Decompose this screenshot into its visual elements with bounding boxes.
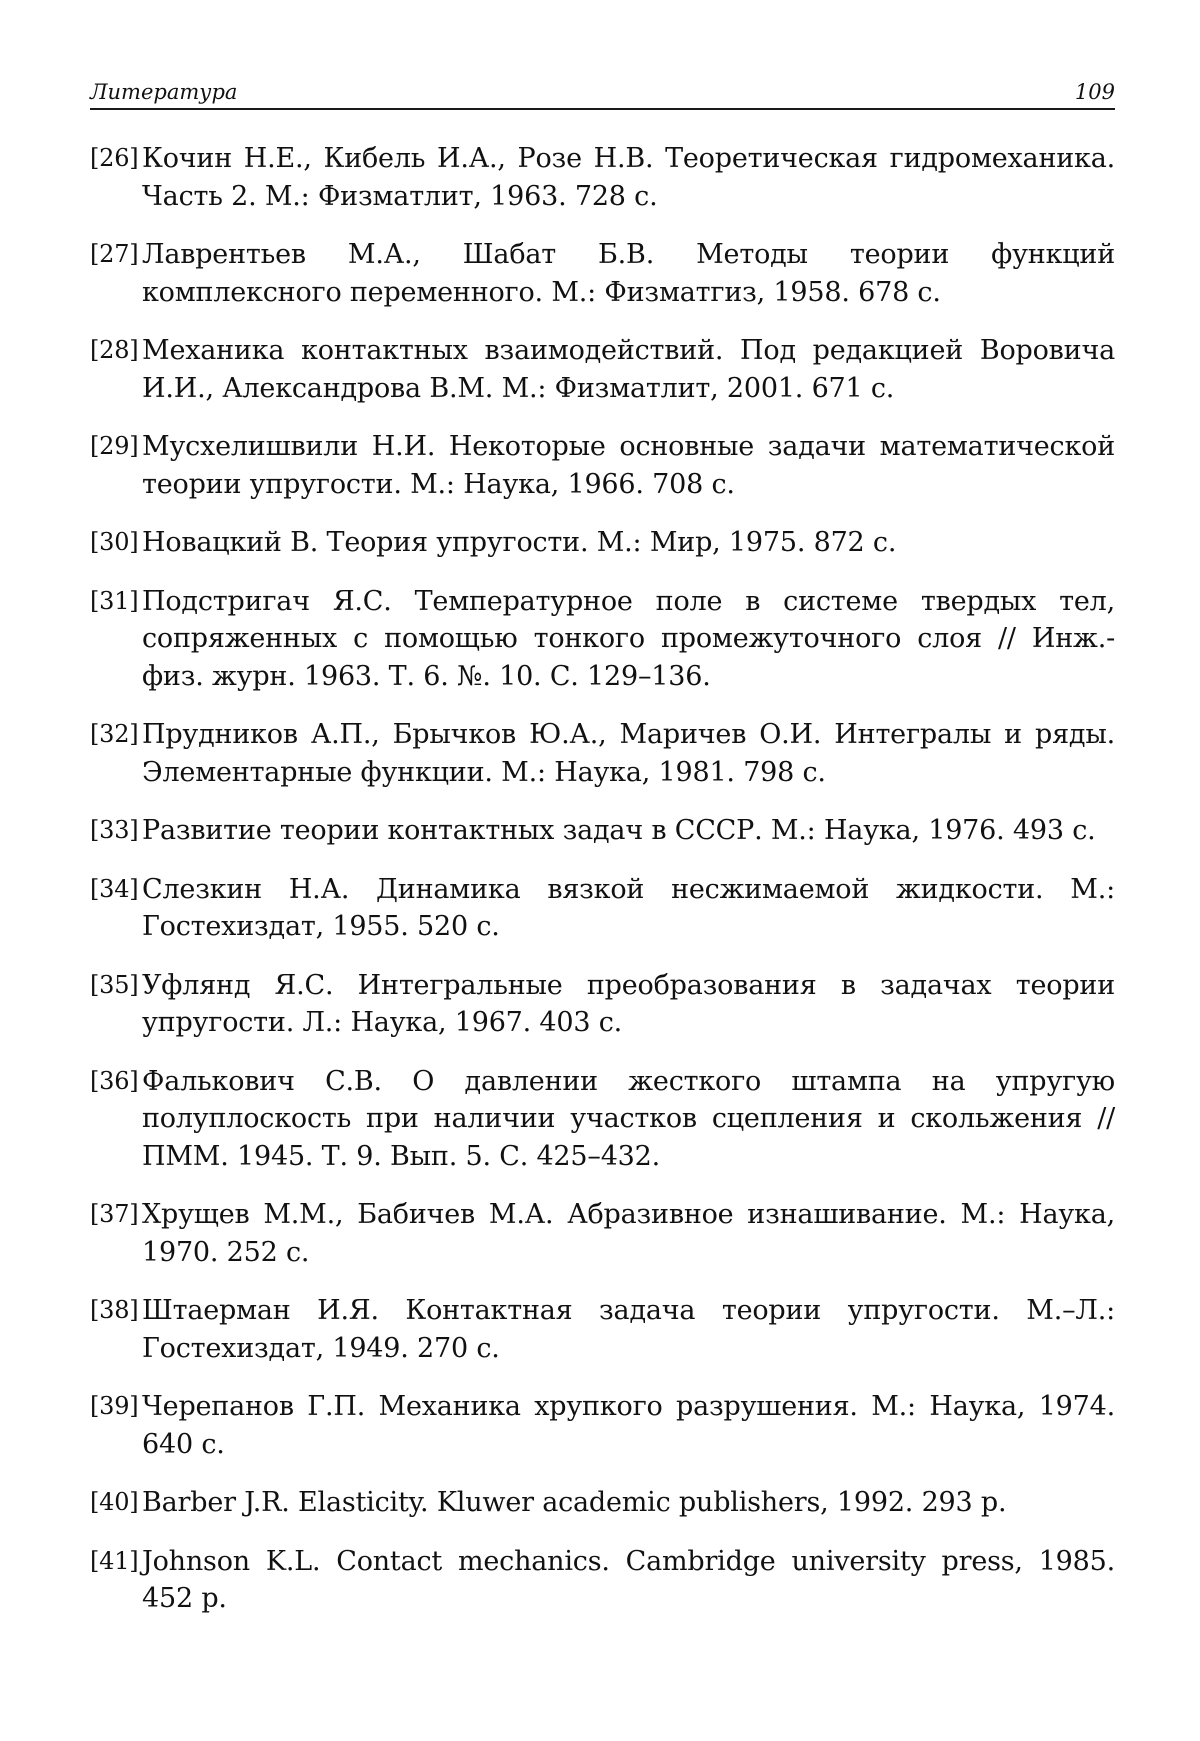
reference-number: [35] <box>90 970 139 999</box>
reference-number: [38] <box>90 1296 139 1324</box>
reference-item <box>90 871 1115 946</box>
reference-text: Johnson K.L. Contact mechanics. Cambridge university press, 1985. 452 p. <box>142 1545 1115 1614</box>
reference-number: [41] <box>90 1546 139 1575</box>
reference-item <box>90 1292 1115 1367</box>
reference-text: Механика контактных взаимодействий. Под редакцией Воровича И.И., Александрова В.М. М.: Физматлит, 2001. 671 с. <box>142 335 1115 404</box>
reference-item <box>90 236 1115 311</box>
reference-item <box>90 716 1115 791</box>
reference-item <box>90 332 1115 407</box>
reference-text: Хрущев М.М., Бабичев М.А. Абразивное изнашивание. М.: Наука, 1970. 252 с. <box>142 1199 1115 1268</box>
document-page <box>90 70 1115 1639</box>
reference-item <box>90 524 1115 562</box>
reference-text: Фалькович С.В. О давлении жесткого штампа на упругую полуплоскость при наличии участков сцепления и скольжения // ПММ. 1945. Т. 9. Вып. 5. С. 425–432. <box>142 1065 1115 1172</box>
section-title: Литература <box>90 80 238 104</box>
reference-number: [28] <box>90 336 139 364</box>
reference-number: [34] <box>90 874 139 903</box>
reference-text: Черепанов Г.П. Механика хрупкого разрушения. М.: Наука, 1974. 640 с. <box>142 1391 1115 1460</box>
reference-number: [30] <box>90 528 139 556</box>
page-number: 109 <box>1074 80 1115 104</box>
reference-text: Подстригач Я.С. Температурное поле в системе твердых тел, сопряженных с помощью тонкого промежуточного слоя // Инж.-физ. журн. 1963. Т. 6. №. 10. С. 129–136. <box>142 585 1115 692</box>
reference-item <box>90 812 1115 850</box>
reference-list <box>90 140 1115 1618</box>
reference-item <box>90 428 1115 503</box>
reference-item <box>90 1196 1115 1271</box>
reference-text: Развитие теории контактных задач в СССР. М.: Наука, 1976. 493 с. <box>142 815 1096 846</box>
reference-text: Мусхелишвили Н.И. Некоторые основные задачи математической теории упругости. М.: Наука, 1966. 708 с. <box>142 431 1115 500</box>
reference-number: [31] <box>90 586 139 615</box>
reference-item <box>90 140 1115 215</box>
reference-number: [36] <box>90 1066 139 1095</box>
reference-item <box>90 583 1115 696</box>
reference-text: Кочин Н.Е., Кибель И.А., Розе Н.В. Теоретическая гидромеханика. Часть 2. М.: Физматлит, 1963. 728 с. <box>142 143 1115 212</box>
running-header <box>90 70 1115 110</box>
reference-item <box>90 967 1115 1042</box>
reference-text: Уфлянд Я.С. Интегральные преобразования в задачах теории упругости. Л.: Наука, 1967. 403 с. <box>142 969 1115 1038</box>
reference-text: Лаврентьев М.А., Шабат Б.В. Методы теории функций комплексного переменного. М.: Физматгиз, 1958. 678 с. <box>142 239 1115 308</box>
reference-number: [26] <box>90 144 139 172</box>
reference-item <box>90 1388 1115 1463</box>
reference-number: [32] <box>90 720 139 748</box>
reference-number: [40] <box>90 1488 139 1516</box>
reference-number: [39] <box>90 1392 139 1420</box>
reference-number: [29] <box>90 432 139 460</box>
reference-text: Новацкий В. Теория упругости. М.: Мир, 1975. 872 с. <box>142 527 897 558</box>
reference-text: Прудников А.П., Брычков Ю.А., Маричев О.И. Интегралы и ряды. Элементарные функции. М.: Наука, 1981. 798 с. <box>142 719 1115 788</box>
reference-item <box>90 1484 1115 1522</box>
reference-item <box>90 1543 1115 1618</box>
reference-text: Штаерман И.Я. Контактная задача теории упругости. М.–Л.: Гостехиздат, 1949. 270 с. <box>142 1295 1115 1364</box>
reference-number: [37] <box>90 1200 139 1228</box>
reference-number: [27] <box>90 240 139 268</box>
reference-number: [33] <box>90 816 139 844</box>
reference-text: Слезкин Н.А. Динамика вязкой несжимаемой жидкости. М.: Гостехиздат, 1955. 520 с. <box>142 873 1115 942</box>
reference-item <box>90 1063 1115 1176</box>
reference-text: Barber J.R. Elasticity. Kluwer academic publishers, 1992. 293 p. <box>142 1487 1007 1518</box>
